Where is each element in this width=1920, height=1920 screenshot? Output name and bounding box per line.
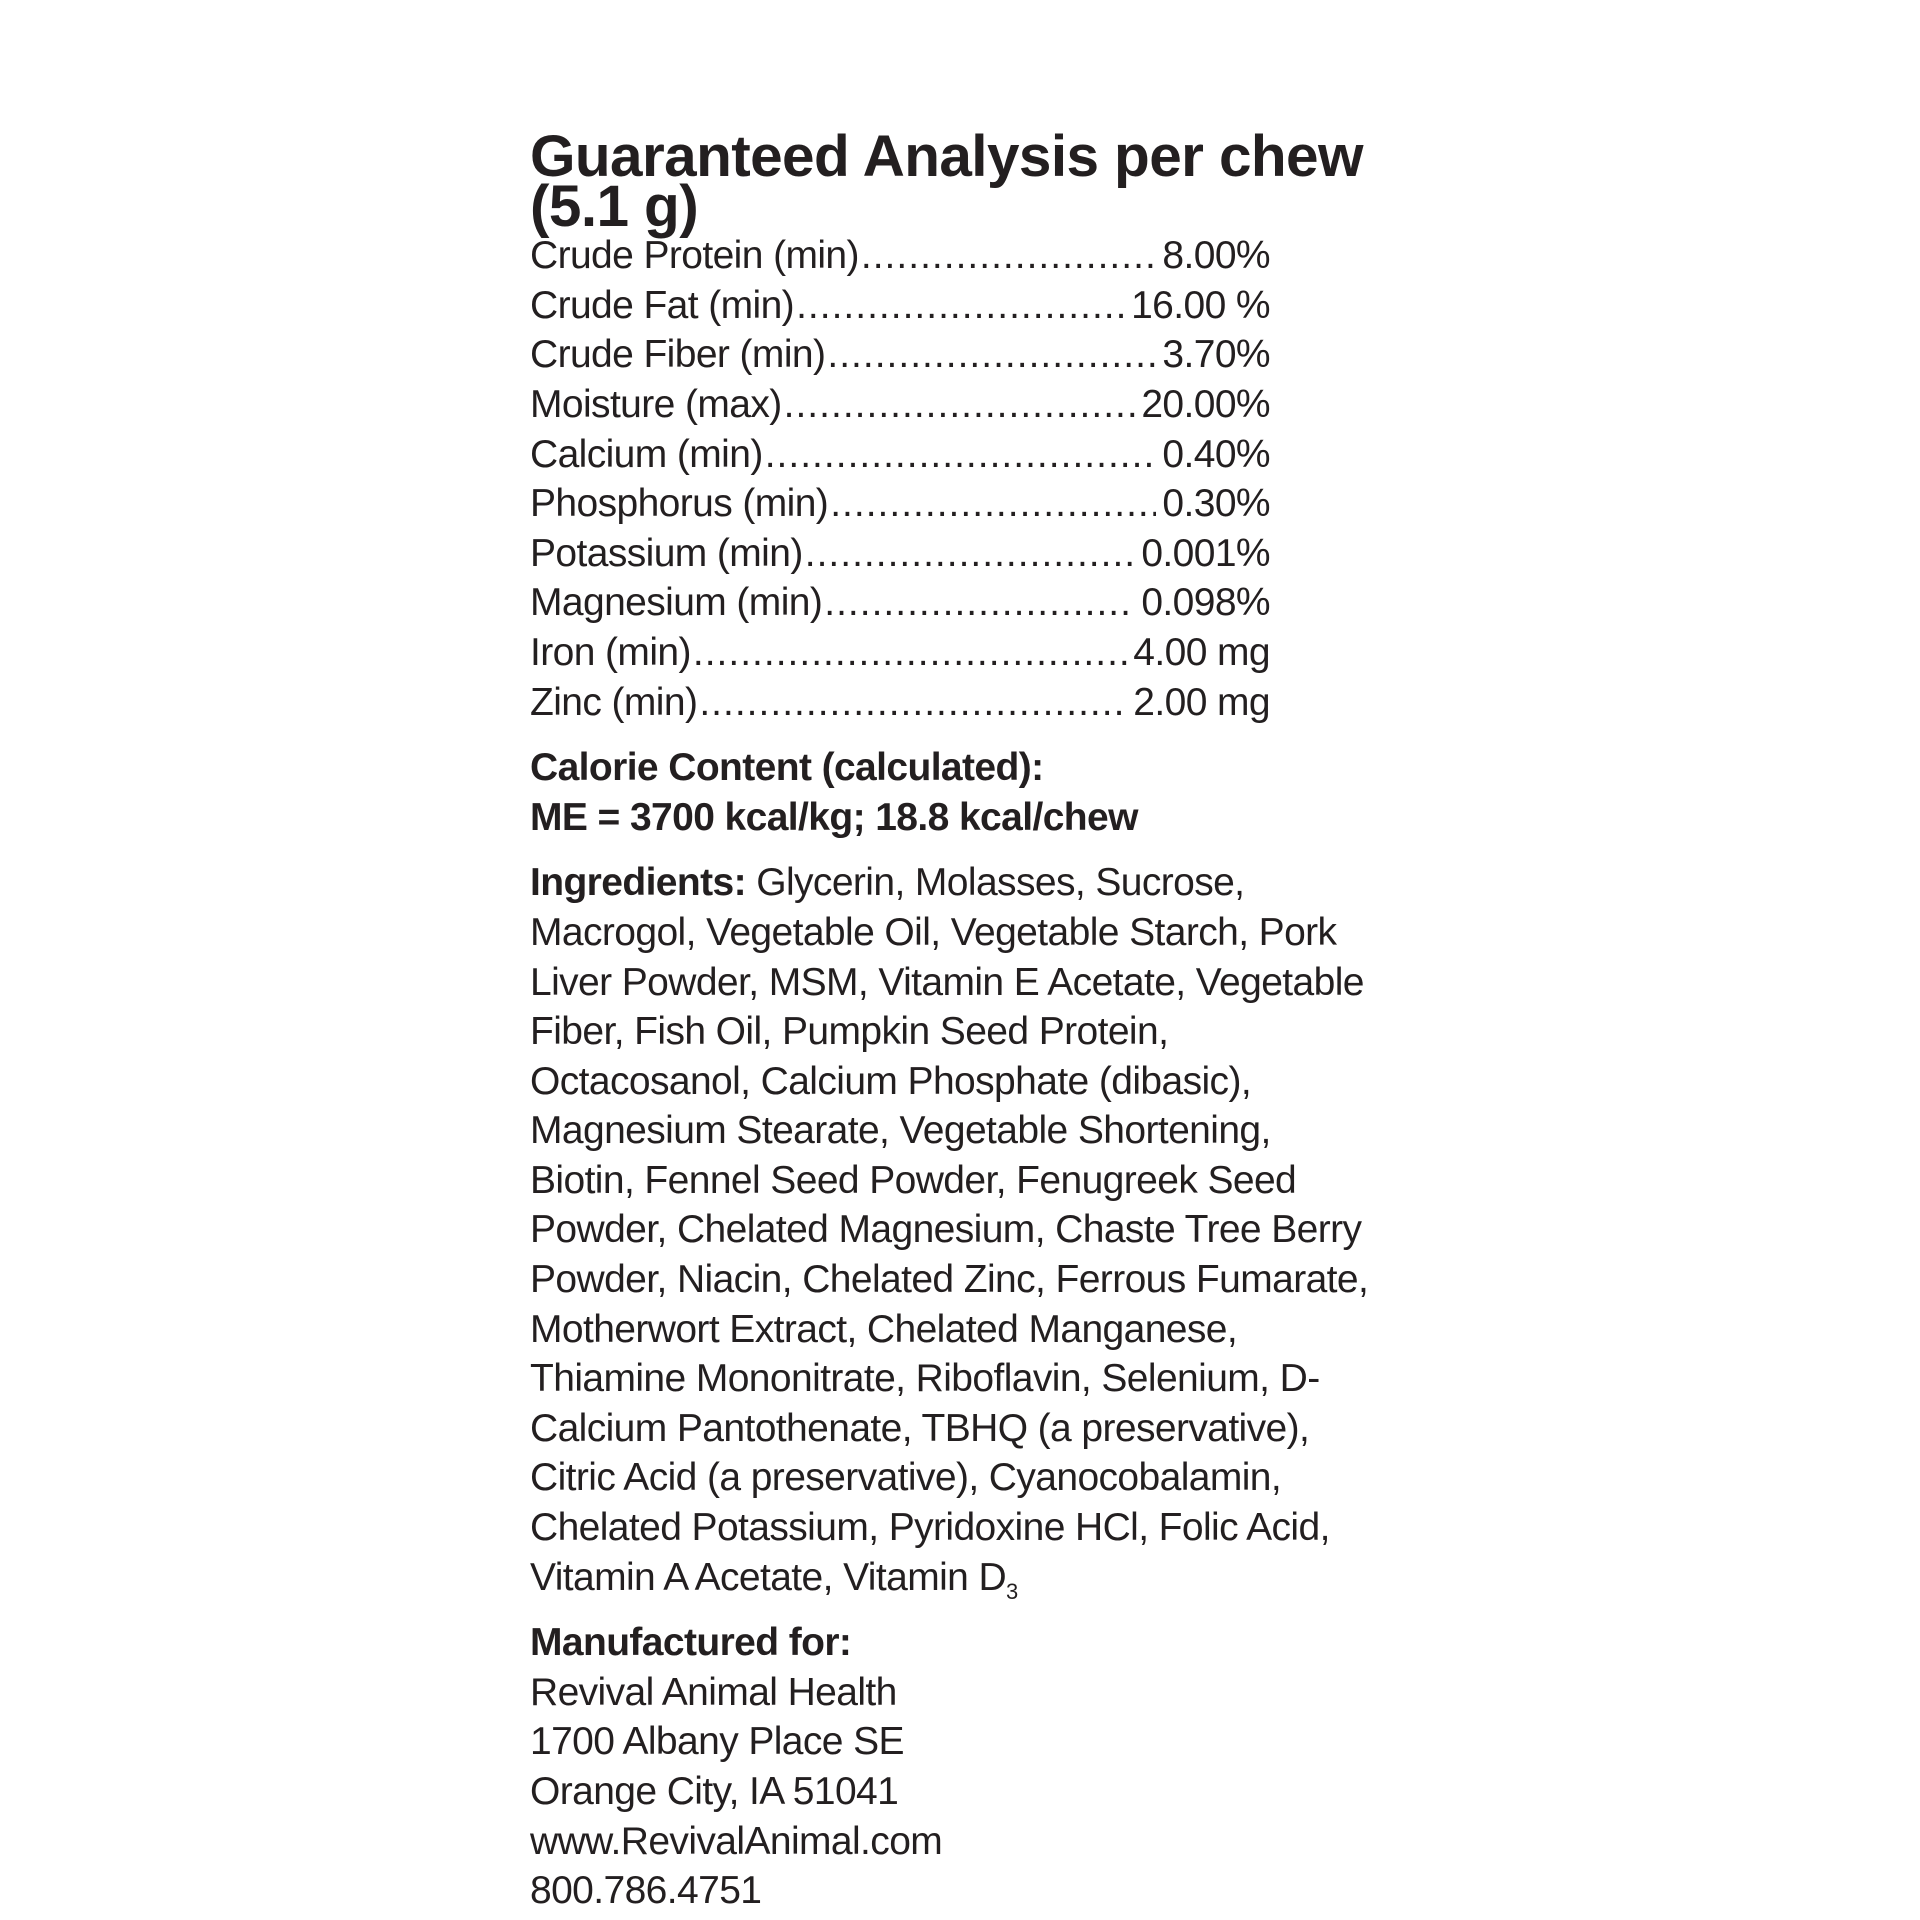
calorie-title: Calorie Content (calculated): <box>530 746 1044 790</box>
dot-leader <box>699 678 1127 728</box>
manufacturer-name: Revival Animal Health <box>530 1670 897 1714</box>
analysis-nutrient: Magnesium (min) <box>530 581 823 625</box>
manufacturer-title: Manufactured for: <box>530 1621 852 1665</box>
product-label <box>530 124 1370 1916</box>
calorie-content <box>530 743 1370 842</box>
guaranteed-analysis-title: Guaranteed Analysis per chew (5.1 g) <box>530 124 1363 239</box>
analysis-value: 0.098% <box>1141 581 1270 625</box>
analysis-nutrient: Moisture (max) <box>530 382 782 426</box>
analysis-value: 3.70% <box>1162 333 1270 377</box>
calorie-value: ME = 3700 kcal/kg; 18.8 kcal/chew <box>530 795 1138 839</box>
dot-leader <box>827 330 1156 380</box>
analysis-row <box>530 628 1270 678</box>
analysis-row <box>530 380 1270 430</box>
analysis-row <box>530 578 1270 628</box>
dot-leader <box>824 578 1135 628</box>
manufacturer-address-line1: 1700 Albany Place SE <box>530 1720 904 1764</box>
analysis-nutrient: Zinc (min) <box>530 680 698 724</box>
guaranteed-analysis-table <box>530 231 1270 727</box>
ingredients-subscript: 3 <box>1006 1578 1018 1604</box>
ingredients-section <box>530 858 1370 1602</box>
analysis-row <box>530 479 1270 529</box>
dot-leader <box>796 281 1125 331</box>
analysis-row <box>530 281 1270 331</box>
ingredients-label: Ingredients: <box>530 861 746 905</box>
analysis-value: 0.001% <box>1141 531 1270 575</box>
analysis-value: 0.40% <box>1162 432 1270 476</box>
analysis-value: 16.00 % <box>1131 283 1270 327</box>
dot-leader <box>805 529 1136 579</box>
dot-leader <box>765 430 1157 480</box>
analysis-nutrient: Phosphorus (min) <box>530 482 829 526</box>
analysis-value: 0.30% <box>1162 482 1270 526</box>
analysis-value: 8.00% <box>1162 234 1270 278</box>
analysis-row <box>530 678 1270 728</box>
analysis-nutrient: Iron (min) <box>530 630 691 674</box>
analysis-row <box>530 529 1270 579</box>
analysis-value: 4.00 mg <box>1133 630 1270 674</box>
dot-leader <box>861 231 1157 281</box>
manufacturer-phone: 800.786.4751 <box>530 1869 762 1913</box>
analysis-nutrient: Crude Protein (min) <box>530 234 859 278</box>
manufacturer-website: www.RevivalAnimal.com <box>530 1819 943 1863</box>
dot-leader <box>693 628 1127 678</box>
ingredients-list: Glycerin, Molasses, Sucrose, Macrogol, Vegetable Oil, Vegetable Starch, Pork Liver Powder, MSM, Vitamin E Acetate, Vegetable Fiber, Fish Oil, Pumpkin Seed Protein, Octacosanol, Calcium Phosphate (dibasic), Magnesium Stearate, Vegetable Shortening, Biotin, Fennel Seed Powder, Fenugreek Seed Powder, Chelated Magnesium, Chaste Tree Berry Powder, Niacin, Chelated Zinc, Ferrous Fumarate, Motherwort Extract, Chelated Manganese, Thiamine Mononitrate, Riboflavin, Selenium, D-Calcium Pantothenate, TBHQ (a preservative), Citric Acid (a preservative), Cyanocobalamin, Chelated Potassium, Pyridoxine HCl, Folic Acid, Vitamin A Acetate, Vitamin D <box>530 861 1369 1599</box>
manufacturer-section <box>530 1618 1370 1916</box>
dot-leader <box>830 479 1156 529</box>
analysis-row <box>530 430 1270 480</box>
analysis-row <box>530 330 1270 380</box>
analysis-row <box>530 231 1270 281</box>
manufacturer-address-line2: Orange City, IA 51041 <box>530 1770 899 1813</box>
dot-leader <box>784 380 1136 430</box>
analysis-value: 20.00% <box>1141 382 1270 426</box>
analysis-nutrient: Crude Fat (min) <box>530 283 795 327</box>
analysis-nutrient: Potassium (min) <box>530 531 803 575</box>
ingredients-paragraph <box>530 858 1370 1602</box>
analysis-nutrient: Calcium (min) <box>530 432 763 476</box>
analysis-value: 2.00 mg <box>1133 680 1270 724</box>
analysis-nutrient: Crude Fiber (min) <box>530 333 826 377</box>
